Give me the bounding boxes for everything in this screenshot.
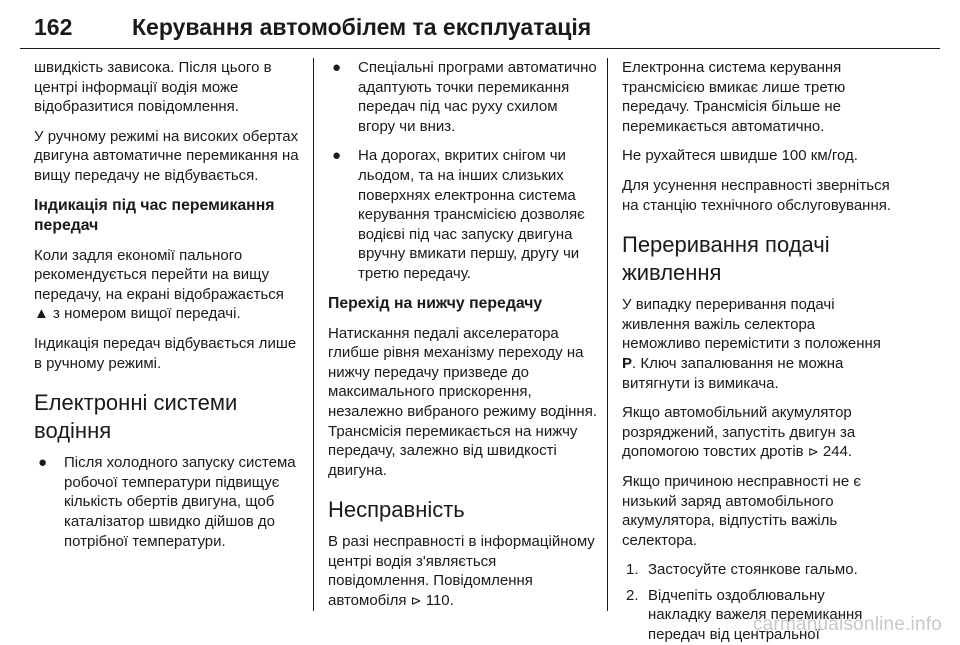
list-item	[328, 146, 598, 283]
page-reference-icon: ⊳	[410, 593, 422, 609]
page-number: 162	[34, 14, 73, 40]
column-divider	[607, 58, 608, 611]
list-item-text: Застосуйте стоянкове гальмо.	[648, 561, 858, 579]
header-rule	[20, 48, 940, 49]
subheading-shift-indicator: Індикація під час перемикання передач	[34, 196, 275, 234]
watermark: carmanualsonline.info	[752, 614, 942, 635]
list-item-text: Після холодного запуску система робочої температури підвищує кількість обертів двигуна, щоб каталізатор швидко дійшов до потрібної температури.	[64, 454, 296, 550]
column-2	[328, 58, 598, 618]
list-item-text: На дорогах, вкритих снігом чи льодом, та на інших слизьких поверхнях електронна система керування трансмісією дозволяє водієві під час запуску двигуна вручну вмикати першу, другу чи третю передачу.	[358, 147, 585, 282]
paragraph	[34, 246, 300, 324]
bullet-icon: ●	[332, 147, 342, 165]
list-item	[328, 58, 598, 136]
column-1	[34, 58, 300, 618]
list-item	[34, 453, 300, 551]
paragraph: швидкість зависока. Після цього в центрі інформації водія може відобразитися повідомлення.	[34, 59, 272, 116]
paragraph	[622, 295, 892, 393]
section-heading-fault: Несправність	[328, 497, 465, 523]
section-heading-electronic-systems: Електронні системи водіння	[34, 390, 238, 444]
paragraph-text: з номером вищої передачі.	[48, 305, 241, 323]
section-heading-power-interruption: Переривання подачі живлення	[622, 232, 830, 286]
page-reference-link[interactable]: 110.	[425, 592, 454, 610]
park-position-label: P	[622, 354, 633, 372]
up-arrow-icon: ▲	[34, 305, 49, 323]
bullet-icon: ●	[332, 59, 342, 76]
subheading-downshift: Перехід на нижчу передачу	[328, 294, 543, 312]
step-number: 2.	[626, 586, 639, 604]
list-item-text: Відчепіть оздоблювальну накладку важеля перемикання передач від центральної	[648, 586, 863, 644]
paragraph: Якщо причиною несправності не є низький заряд автомобільного акумулятора, відпустіть важіль селектора.	[622, 472, 862, 549]
paragraph-text: Якщо автомобільний акумулятор розряджений, запустіть двигун за допомогою товстих дротів	[622, 404, 856, 461]
paragraph	[328, 532, 598, 610]
paragraph-text: Коли задля економії пального рекомендується перейти на вищу передачу, на екрані відображається	[34, 246, 284, 303]
bullet-icon: ●	[38, 454, 48, 472]
paragraph: У ручному режимі на високих обертах двигуна автоматичне перемикання на вищу передачу не відбувається.	[34, 127, 299, 184]
list-item	[622, 560, 892, 580]
bullet-list	[328, 58, 598, 284]
page-header-title: Керування автомобілем та експлуатація	[132, 14, 592, 40]
paragraph-text: . Ключ запалювання не можна витягнути із вимикача.	[622, 354, 844, 392]
paragraph: Для усунення несправності зверніться на станцію технічного обслуговування.	[622, 176, 892, 214]
list-item-text: Спеціальні програми автоматично адаптують точки перемикання передач під час руху схилом вгору чи вниз.	[358, 59, 597, 135]
page-reference-link[interactable]: 244.	[822, 443, 853, 461]
paragraph-text: В разі несправності в інформаційному центрі водія з'являється повідомлення. Повідомлення автомобіля	[328, 533, 595, 610]
page-header	[20, 6, 940, 42]
page-reference-icon: ⊳	[807, 444, 819, 460]
step-number: 1.	[626, 561, 639, 579]
paragraph: Електронна система керування трансмісією вмикає лише третю передачу. Трансмісія більше не перемикається автоматично.	[622, 59, 846, 135]
paragraph-text: У випадку переривання подачі живлення важіль селектора неможливо перемістити з положення	[622, 296, 881, 353]
paragraph: Не рухайтеся швидше 100 км/год.	[622, 147, 858, 165]
bullet-list	[34, 453, 300, 551]
paragraph	[622, 403, 892, 462]
column-divider	[313, 58, 314, 611]
paragraph: Індикація передач відбувається лише в ручному режимі.	[34, 334, 297, 372]
paragraph: Натискання педалі акселератора глибше рівня механізму переходу на нижчу передачу призведе до максимального прискорення, незалежно вибраного режиму водіння. Трансмісія перемикається на нижчу передачу, залежно від швидкості двигуна.	[328, 324, 598, 479]
